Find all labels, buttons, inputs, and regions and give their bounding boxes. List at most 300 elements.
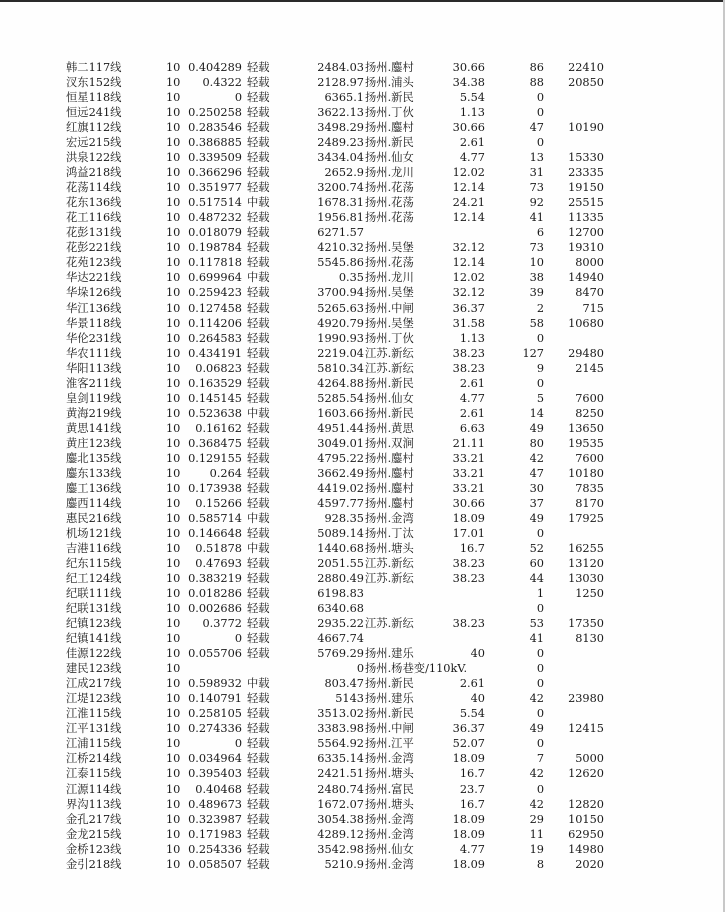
table-row bbox=[0, 451, 725, 466]
load-level-cell: 轻载 bbox=[247, 752, 270, 766]
load-level-cell: 轻载 bbox=[247, 286, 270, 300]
count-cell: 10 bbox=[529, 256, 544, 270]
distance-cell: 16.7 bbox=[459, 797, 485, 811]
load-rate-cell: 0.127458 bbox=[188, 301, 242, 315]
table-row bbox=[0, 857, 725, 872]
load-level-cell: 轻载 bbox=[247, 782, 270, 796]
voltage-cell: 10 bbox=[166, 466, 181, 480]
load-level-cell: 轻载 bbox=[247, 557, 270, 571]
load-rate-cell: 0.129155 bbox=[188, 451, 242, 465]
table-row bbox=[0, 541, 725, 556]
substation-cell: 扬州.吴堡 bbox=[365, 241, 414, 255]
load-level-cell: 轻载 bbox=[247, 797, 270, 811]
table-row bbox=[0, 436, 725, 451]
count-cell: 53 bbox=[529, 617, 544, 631]
table-row bbox=[0, 376, 725, 391]
margin-cell: 3622.13 bbox=[317, 106, 364, 120]
table-row bbox=[0, 225, 725, 240]
load-rate-cell: 0.171983 bbox=[188, 827, 242, 841]
table-row bbox=[0, 240, 725, 255]
distance-cell: 38.23 bbox=[452, 361, 485, 375]
load-rate-cell: 0.264583 bbox=[188, 331, 242, 345]
voltage-cell: 10 bbox=[166, 526, 181, 540]
line-name: 华阳113线 bbox=[66, 361, 122, 375]
load-level-cell: 轻载 bbox=[247, 812, 270, 826]
substation-cell: 江苏.新纭 bbox=[365, 557, 414, 571]
load-level-cell: 轻载 bbox=[247, 842, 270, 856]
load-rate-cell: 0 bbox=[234, 737, 242, 751]
capacity-cell: 7600 bbox=[575, 391, 604, 405]
load-level-cell: 中载 bbox=[247, 542, 270, 555]
load-rate-cell: 0.018079 bbox=[188, 226, 242, 240]
table-row bbox=[0, 270, 725, 285]
load-rate-cell: 0.386885 bbox=[188, 136, 242, 150]
voltage-cell: 10 bbox=[166, 406, 181, 420]
margin-cell: 5210.9 bbox=[324, 857, 364, 871]
load-rate-cell: 0.585714 bbox=[188, 511, 242, 525]
data-sheet bbox=[0, 60, 725, 872]
margin-cell: 3200.74 bbox=[317, 181, 364, 195]
line-name: 花彭221线 bbox=[66, 241, 122, 255]
distance-cell: 36.37 bbox=[452, 301, 485, 315]
distance-cell: 5.54 bbox=[459, 91, 485, 105]
voltage-cell: 10 bbox=[166, 451, 181, 465]
count-cell: 0 bbox=[536, 662, 544, 676]
margin-cell: 5143 bbox=[335, 692, 364, 706]
table-row bbox=[0, 285, 725, 300]
distance-cell: 21.11 bbox=[452, 436, 485, 450]
load-level-cell: 中载 bbox=[247, 406, 270, 420]
voltage-cell: 10 bbox=[166, 106, 181, 120]
load-level-cell: 轻载 bbox=[247, 241, 270, 255]
table-row bbox=[0, 481, 725, 496]
voltage-cell: 10 bbox=[166, 151, 181, 165]
line-name: 鸿益218线 bbox=[66, 166, 122, 180]
load-level-cell: 轻载 bbox=[247, 61, 270, 74]
voltage-cell: 10 bbox=[166, 481, 181, 495]
load-rate-cell: 0.259423 bbox=[188, 286, 242, 300]
line-name: 黄思141线 bbox=[66, 421, 122, 435]
distance-cell: 12.14 bbox=[452, 211, 485, 225]
distance-cell: 33.21 bbox=[452, 466, 485, 480]
line-name: 花彭131线 bbox=[66, 226, 122, 240]
substation-cell: 扬州.中闸 bbox=[365, 301, 414, 315]
load-rate-cell: 0.339509 bbox=[188, 151, 242, 165]
margin-cell: 1672.07 bbox=[317, 797, 364, 811]
load-rate-cell: 0.366296 bbox=[188, 166, 242, 180]
substation-cell: 扬州.金湾 bbox=[365, 812, 414, 826]
load-rate-cell: 0.489673 bbox=[188, 797, 242, 811]
table-row bbox=[0, 496, 725, 511]
table-row bbox=[0, 646, 725, 661]
substation-cell: 扬州.建乐 bbox=[365, 647, 414, 661]
table-row bbox=[0, 661, 725, 676]
voltage-cell: 10 bbox=[166, 602, 181, 616]
capacity-cell: 13120 bbox=[568, 557, 604, 571]
capacity-cell: 19150 bbox=[568, 181, 604, 195]
distance-cell: 4.77 bbox=[459, 151, 485, 165]
distance-cell: 30.66 bbox=[452, 61, 485, 74]
substation-cell: 扬州.新民 bbox=[365, 136, 414, 150]
voltage-cell: 10 bbox=[166, 421, 181, 435]
load-level-cell: 轻载 bbox=[247, 121, 270, 135]
count-cell: 1 bbox=[536, 587, 544, 601]
line-name: 鏖北135线 bbox=[66, 451, 122, 465]
load-level-cell: 轻载 bbox=[247, 256, 270, 270]
load-level-cell: 轻载 bbox=[247, 632, 270, 646]
line-name: 恒远241线 bbox=[66, 106, 122, 120]
count-cell: 47 bbox=[529, 121, 544, 135]
capacity-cell: 19535 bbox=[568, 436, 604, 450]
load-level-cell: 中载 bbox=[247, 196, 270, 210]
count-cell: 47 bbox=[529, 466, 544, 480]
table-row bbox=[0, 797, 725, 812]
count-cell: 60 bbox=[529, 557, 544, 571]
voltage-cell: 10 bbox=[166, 271, 181, 285]
margin-cell: 5564.92 bbox=[317, 737, 364, 751]
table-row bbox=[0, 842, 725, 857]
load-rate-cell: 0.283546 bbox=[188, 121, 242, 135]
capacity-cell: 715 bbox=[582, 301, 604, 315]
capacity-cell: 14940 bbox=[568, 271, 604, 285]
capacity-cell: 13030 bbox=[568, 572, 604, 586]
line-name: 华江136线 bbox=[66, 301, 122, 315]
voltage-cell: 10 bbox=[166, 511, 181, 525]
count-cell: 73 bbox=[529, 181, 544, 195]
margin-cell: 6271.57 bbox=[317, 226, 364, 240]
line-name: 华农111线 bbox=[66, 346, 122, 360]
substation-cell: 扬州.鏖村 bbox=[365, 466, 414, 480]
margin-cell: 4264.88 bbox=[317, 376, 364, 390]
margin-cell: 4795.22 bbox=[317, 451, 364, 465]
count-cell: 30 bbox=[529, 481, 544, 495]
distance-cell: 38.23 bbox=[452, 617, 485, 631]
distance-cell: 38.23 bbox=[452, 572, 485, 586]
voltage-cell: 10 bbox=[166, 572, 181, 586]
table-row bbox=[0, 631, 725, 646]
distance-cell: 32.12 bbox=[452, 286, 485, 300]
table-row bbox=[0, 346, 725, 361]
substation-cell: 扬州.中闸 bbox=[365, 722, 414, 736]
load-rate-cell: 0.15266 bbox=[195, 496, 242, 510]
margin-cell: 1956.81 bbox=[317, 211, 364, 225]
load-level-cell: 轻载 bbox=[247, 587, 270, 601]
load-rate-cell: 0.434191 bbox=[188, 346, 242, 360]
voltage-cell: 10 bbox=[166, 256, 181, 270]
capacity-cell: 10150 bbox=[568, 812, 604, 826]
capacity-cell: 17350 bbox=[568, 617, 604, 631]
load-level-cell: 轻载 bbox=[247, 91, 270, 105]
substation-cell: 江苏.新纭 bbox=[365, 617, 414, 631]
capacity-cell: 2020 bbox=[575, 857, 604, 871]
capacity-cell: 7600 bbox=[575, 451, 604, 465]
voltage-cell: 10 bbox=[166, 737, 181, 751]
line-name: 黄庄123线 bbox=[66, 436, 122, 450]
count-cell: 8 bbox=[536, 857, 544, 871]
voltage-cell: 10 bbox=[166, 136, 181, 150]
table-row bbox=[0, 180, 725, 195]
distance-cell: 23.7 bbox=[459, 782, 485, 796]
distance-cell: 32.12 bbox=[452, 241, 485, 255]
substation-cell: 扬州.仙女 bbox=[365, 151, 414, 165]
count-cell: 14 bbox=[529, 406, 544, 420]
count-cell: 37 bbox=[529, 496, 544, 510]
count-cell: 31 bbox=[529, 166, 544, 180]
line-name: 江成217线 bbox=[66, 677, 122, 691]
margin-cell: 4289.12 bbox=[317, 827, 364, 841]
count-cell: 88 bbox=[529, 76, 544, 90]
voltage-cell: 10 bbox=[166, 76, 181, 90]
margin-cell: 1990.93 bbox=[317, 331, 364, 345]
load-rate-cell: 0.16162 bbox=[195, 421, 242, 435]
capacity-cell: 10680 bbox=[568, 316, 604, 330]
voltage-cell: 10 bbox=[166, 286, 181, 300]
voltage-cell: 10 bbox=[166, 376, 181, 390]
substation-cell: 扬州.黄思 bbox=[365, 421, 414, 435]
capacity-cell: 20850 bbox=[568, 76, 604, 90]
count-cell: 0 bbox=[536, 677, 544, 691]
capacity-cell: 10180 bbox=[568, 466, 604, 480]
load-rate-cell: 0.145145 bbox=[188, 391, 242, 405]
voltage-cell: 10 bbox=[166, 91, 181, 105]
margin-cell: 3700.94 bbox=[317, 286, 364, 300]
count-cell: 0 bbox=[536, 376, 544, 390]
capacity-cell: 8000 bbox=[575, 256, 604, 270]
voltage-cell: 10 bbox=[166, 767, 181, 781]
table-row bbox=[0, 511, 725, 526]
table-row bbox=[0, 165, 725, 180]
voltage-cell: 10 bbox=[166, 797, 181, 811]
substation-cell: 江苏.新纭 bbox=[365, 361, 414, 375]
margin-cell: 5545.86 bbox=[317, 256, 364, 270]
table-row bbox=[0, 586, 725, 601]
substation-cell: 扬州.吴堡 bbox=[365, 316, 414, 330]
margin-cell: 1603.66 bbox=[317, 406, 364, 420]
distance-cell: 38.23 bbox=[452, 557, 485, 571]
table-row bbox=[0, 571, 725, 586]
substation-cell: 扬州.丁伙 bbox=[365, 106, 414, 120]
count-cell: 58 bbox=[529, 316, 544, 330]
load-rate-cell: 0 bbox=[234, 91, 242, 105]
substation-cell: 扬州.金湾 bbox=[365, 752, 414, 766]
margin-cell: 3383.98 bbox=[317, 722, 364, 736]
substation-cell: 扬州.建乐 bbox=[365, 692, 414, 706]
capacity-cell: 12415 bbox=[568, 722, 604, 736]
voltage-cell: 10 bbox=[166, 692, 181, 706]
count-cell: 44 bbox=[529, 572, 544, 586]
voltage-cell: 10 bbox=[166, 677, 181, 691]
count-cell: 52 bbox=[529, 542, 544, 555]
capacity-cell: 2145 bbox=[575, 361, 604, 375]
capacity-cell: 12820 bbox=[568, 797, 604, 811]
table-row bbox=[0, 751, 725, 766]
table-row bbox=[0, 466, 725, 481]
capacity-cell: 17925 bbox=[568, 511, 604, 525]
voltage-cell: 10 bbox=[166, 346, 181, 360]
capacity-cell: 8130 bbox=[575, 632, 604, 646]
distance-cell: 18.09 bbox=[452, 812, 485, 826]
table-row bbox=[0, 736, 725, 751]
load-level-cell: 轻载 bbox=[247, 211, 270, 225]
capacity-cell: 11335 bbox=[568, 211, 604, 225]
table-row bbox=[0, 676, 725, 691]
distance-cell: 16.7 bbox=[459, 542, 485, 555]
margin-cell: 803.47 bbox=[324, 677, 364, 691]
load-rate-cell: 0.274336 bbox=[188, 722, 242, 736]
load-level-cell: 轻载 bbox=[247, 391, 270, 405]
table-row bbox=[0, 706, 725, 721]
load-level-cell: 轻载 bbox=[247, 331, 270, 345]
voltage-cell: 10 bbox=[166, 241, 181, 255]
count-cell: 41 bbox=[529, 211, 544, 225]
capacity-cell: 14980 bbox=[568, 842, 604, 856]
capacity-cell: 7835 bbox=[575, 481, 604, 495]
count-cell: 39 bbox=[529, 286, 544, 300]
capacity-cell: 12700 bbox=[568, 226, 604, 240]
load-rate-cell: 0.198784 bbox=[188, 241, 242, 255]
distance-cell: 12.02 bbox=[452, 271, 485, 285]
count-cell: 0 bbox=[536, 737, 544, 751]
load-level-cell: 轻载 bbox=[247, 767, 270, 781]
load-level-cell: 轻载 bbox=[247, 496, 270, 510]
line-name: 鏖西114线 bbox=[66, 496, 122, 510]
voltage-cell: 10 bbox=[166, 542, 181, 555]
load-rate-cell: 0.699964 bbox=[188, 271, 242, 285]
capacity-cell: 1250 bbox=[575, 587, 604, 601]
table-row bbox=[0, 601, 725, 616]
margin-cell: 4597.77 bbox=[317, 496, 364, 510]
count-cell: 19 bbox=[529, 842, 544, 856]
load-rate-cell: 0.250258 bbox=[188, 106, 242, 120]
line-name: 淮客211线 bbox=[66, 376, 122, 390]
substation-cell: 扬州.仙女 bbox=[365, 391, 414, 405]
load-rate-cell: 0.055706 bbox=[188, 647, 242, 661]
load-level-cell: 轻载 bbox=[247, 151, 270, 165]
load-rate-cell: 0.40468 bbox=[195, 782, 242, 796]
count-cell: 73 bbox=[529, 241, 544, 255]
margin-cell: 5285.54 bbox=[317, 391, 364, 405]
line-name: 佳源122线 bbox=[66, 647, 122, 661]
margin-cell: 4210.32 bbox=[317, 241, 364, 255]
load-level-cell: 轻载 bbox=[247, 301, 270, 315]
capacity-cell: 23980 bbox=[568, 692, 604, 706]
load-level-cell: 轻载 bbox=[247, 572, 270, 586]
capacity-cell: 5000 bbox=[575, 752, 604, 766]
load-rate-cell: 0.404289 bbox=[188, 61, 242, 74]
margin-cell: 2652.9 bbox=[324, 166, 364, 180]
load-rate-cell: 0.351977 bbox=[188, 181, 242, 195]
margin-cell: 6340.68 bbox=[317, 602, 364, 616]
load-level-cell: 轻载 bbox=[247, 376, 270, 390]
substation-cell: 江苏.新纭 bbox=[365, 346, 414, 360]
voltage-cell: 10 bbox=[166, 632, 181, 646]
table-row bbox=[0, 210, 725, 225]
substation-cell: 扬州.金湾 bbox=[365, 827, 414, 841]
load-rate-cell: 0.163529 bbox=[188, 376, 242, 390]
margin-cell: 5769.29 bbox=[317, 647, 364, 661]
distance-cell: 6.63 bbox=[459, 421, 485, 435]
count-cell: 5 bbox=[536, 391, 544, 405]
line-name: 纪联111线 bbox=[66, 587, 122, 601]
line-name: 江淮115线 bbox=[66, 707, 122, 721]
load-level-cell: 轻载 bbox=[247, 361, 270, 375]
load-rate-cell: 0.323987 bbox=[188, 812, 242, 826]
line-name: 恒星118线 bbox=[66, 91, 122, 105]
table-row bbox=[0, 60, 725, 75]
table-row bbox=[0, 105, 725, 120]
count-cell: 0 bbox=[536, 106, 544, 120]
line-name: 江平131线 bbox=[66, 722, 122, 736]
load-level-cell: 轻载 bbox=[247, 526, 270, 540]
substation-cell: 扬州.新民 bbox=[365, 677, 414, 691]
load-level-cell: 轻载 bbox=[247, 602, 270, 616]
substation-cell: 扬州.新民 bbox=[365, 91, 414, 105]
count-cell: 41 bbox=[529, 632, 544, 646]
table-row bbox=[0, 616, 725, 631]
count-cell: 49 bbox=[529, 722, 544, 736]
capacity-cell: 8470 bbox=[575, 286, 604, 300]
margin-cell: 5089.14 bbox=[317, 526, 364, 540]
margin-cell: 2051.55 bbox=[317, 557, 364, 571]
load-level-cell: 轻载 bbox=[247, 737, 270, 751]
margin-cell: 3542.98 bbox=[317, 842, 364, 856]
count-cell: 29 bbox=[529, 812, 544, 826]
distance-cell: 34.38 bbox=[452, 76, 485, 90]
voltage-cell: 10 bbox=[166, 752, 181, 766]
line-name: 皇剑119线 bbox=[66, 391, 122, 405]
table-row bbox=[0, 691, 725, 706]
load-rate-cell: 0.523638 bbox=[188, 406, 242, 420]
count-cell: 0 bbox=[536, 602, 544, 616]
table-row bbox=[0, 391, 725, 406]
table-row bbox=[0, 90, 725, 105]
distance-cell: 18.09 bbox=[452, 752, 485, 766]
count-cell: 0 bbox=[536, 331, 544, 345]
distance-cell: 24.21 bbox=[452, 196, 485, 210]
line-name: 金孔217线 bbox=[66, 812, 122, 826]
count-cell: 49 bbox=[529, 511, 544, 525]
count-cell: 0 bbox=[536, 136, 544, 150]
substation-cell: 扬州.丁伙 bbox=[365, 331, 414, 345]
margin-cell: 2489.23 bbox=[317, 136, 364, 150]
table-row bbox=[0, 812, 725, 827]
count-cell: 7 bbox=[536, 752, 544, 766]
distance-cell: 2.61 bbox=[459, 136, 485, 150]
margin-cell: 3498.29 bbox=[317, 121, 364, 135]
substation-cell: 扬州.鏖村 bbox=[365, 481, 414, 495]
voltage-cell: 10 bbox=[166, 316, 181, 330]
distance-cell: 12.14 bbox=[452, 256, 485, 270]
substation-cell: 扬州.花荡 bbox=[365, 181, 414, 195]
margin-cell: 3049.01 bbox=[317, 436, 364, 450]
load-level-cell: 轻载 bbox=[247, 692, 270, 706]
count-cell: 0 bbox=[536, 647, 544, 661]
distance-cell: 33.21 bbox=[452, 481, 485, 495]
substation-cell: 扬州.吴堡 bbox=[365, 286, 414, 300]
distance-cell: 18.09 bbox=[452, 827, 485, 841]
voltage-cell: 10 bbox=[166, 857, 181, 871]
voltage-cell: 10 bbox=[166, 361, 181, 375]
capacity-cell: 15330 bbox=[568, 151, 604, 165]
voltage-cell: 10 bbox=[166, 226, 181, 240]
load-rate-cell: 0.395403 bbox=[188, 767, 242, 781]
load-rate-cell: 0.598932 bbox=[188, 677, 242, 691]
line-name: 纪镇141线 bbox=[66, 632, 122, 646]
distance-cell: 40 bbox=[470, 647, 485, 661]
line-name: 黄海219线 bbox=[66, 406, 122, 420]
distance-cell: 1.13 bbox=[459, 106, 485, 120]
load-level-cell: 轻载 bbox=[247, 827, 270, 841]
